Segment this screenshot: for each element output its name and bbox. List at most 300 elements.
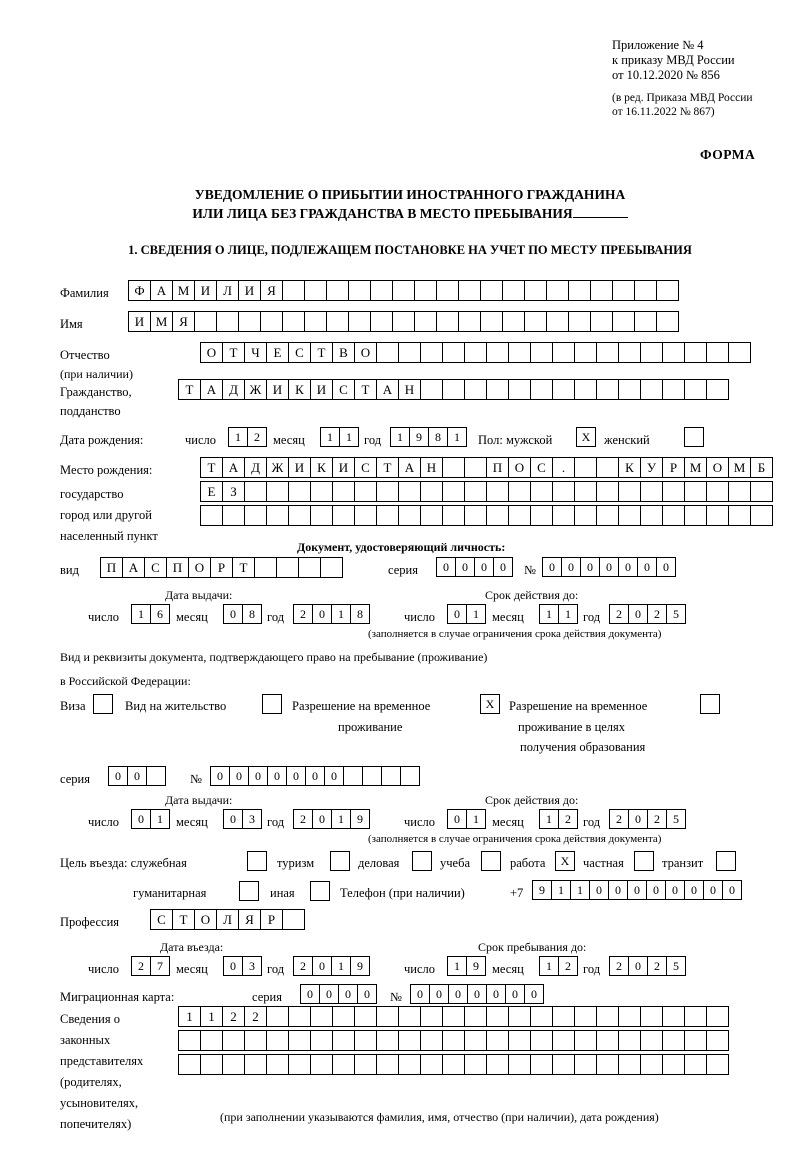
cell[interactable] (392, 280, 415, 301)
cell[interactable] (310, 505, 333, 526)
field-birth-year[interactable] (390, 427, 466, 447)
cell[interactable] (662, 342, 685, 363)
cell[interactable]: З (222, 481, 245, 502)
cell[interactable] (640, 1006, 663, 1027)
checkbox-purpose-official[interactable] (247, 851, 267, 871)
field-permit-number[interactable] (210, 766, 419, 786)
cell[interactable]: С (354, 457, 377, 478)
cell[interactable] (508, 1006, 531, 1027)
cell[interactable] (442, 1030, 465, 1051)
cell[interactable]: 9 (350, 809, 370, 829)
cell[interactable]: С (288, 342, 311, 363)
cell[interactable] (442, 379, 465, 400)
cell[interactable]: Я (172, 311, 195, 332)
cell[interactable] (200, 1054, 223, 1075)
cell[interactable] (684, 1006, 707, 1027)
cell[interactable]: 2 (247, 427, 267, 447)
cell[interactable] (590, 280, 613, 301)
cell[interactable]: М (728, 457, 751, 478)
cell[interactable]: Р (662, 457, 685, 478)
cell[interactable] (332, 1006, 355, 1027)
cell[interactable]: 0 (627, 880, 647, 900)
cell[interactable] (414, 311, 437, 332)
cell[interactable] (222, 1054, 245, 1075)
cell[interactable] (304, 280, 327, 301)
field-birthplace-city[interactable] (200, 481, 772, 502)
cell[interactable] (530, 379, 553, 400)
cell[interactable]: 2 (558, 956, 578, 976)
cell[interactable] (288, 1006, 311, 1027)
cell[interactable] (508, 379, 531, 400)
cell[interactable] (552, 1030, 575, 1051)
cell[interactable] (282, 909, 305, 930)
cell[interactable]: Н (398, 379, 421, 400)
cell[interactable]: О (194, 909, 217, 930)
cell[interactable]: 0 (319, 984, 339, 1004)
cell[interactable] (376, 481, 399, 502)
cell[interactable] (266, 1006, 289, 1027)
cell[interactable] (640, 379, 663, 400)
cell[interactable]: О (200, 342, 223, 363)
cell[interactable]: 1 (539, 604, 559, 624)
cell[interactable] (706, 379, 729, 400)
cell[interactable] (508, 481, 531, 502)
cell[interactable] (574, 1030, 597, 1051)
cell[interactable]: 7 (150, 956, 170, 976)
field-permit-issue-month[interactable] (223, 809, 261, 829)
cell[interactable] (530, 1006, 553, 1027)
cell[interactable] (222, 505, 245, 526)
cell[interactable]: 0 (618, 557, 638, 577)
cell[interactable] (370, 280, 393, 301)
cell[interactable]: С (530, 457, 553, 478)
cell[interactable]: И (238, 280, 261, 301)
field-permit-issue-year[interactable] (293, 809, 369, 829)
cell[interactable]: 1 (447, 427, 467, 447)
cell[interactable]: Д (222, 379, 245, 400)
field-stay-year[interactable] (609, 956, 685, 976)
cell[interactable] (266, 1030, 289, 1051)
cell[interactable] (552, 1054, 575, 1075)
cell[interactable] (486, 1054, 509, 1075)
cell[interactable] (420, 1030, 443, 1051)
cell[interactable]: А (398, 457, 421, 478)
cell[interactable] (282, 280, 305, 301)
cell[interactable]: И (288, 457, 311, 478)
cell[interactable]: 1 (466, 604, 486, 624)
cell[interactable] (618, 342, 641, 363)
cell[interactable]: 1 (131, 604, 151, 624)
cell[interactable]: 8 (428, 427, 448, 447)
cell[interactable] (354, 481, 377, 502)
cell[interactable] (524, 311, 547, 332)
cell[interactable] (376, 1030, 399, 1051)
cell[interactable] (200, 505, 223, 526)
cell[interactable] (684, 505, 707, 526)
cell[interactable]: 0 (608, 880, 628, 900)
field-permit-issue-day[interactable] (131, 809, 169, 829)
cell[interactable] (244, 1054, 267, 1075)
cell[interactable] (662, 379, 685, 400)
cell[interactable] (508, 505, 531, 526)
cell[interactable] (458, 311, 481, 332)
cell[interactable] (276, 557, 299, 578)
cell[interactable] (612, 311, 635, 332)
cell[interactable] (464, 1030, 487, 1051)
cell[interactable] (684, 1030, 707, 1051)
checkbox-edu-residence[interactable] (700, 694, 720, 714)
cell[interactable]: 0 (542, 557, 562, 577)
cell[interactable] (398, 342, 421, 363)
cell[interactable]: 1 (558, 604, 578, 624)
cell[interactable]: 1 (466, 809, 486, 829)
cell[interactable] (288, 1054, 311, 1075)
cell[interactable] (596, 457, 619, 478)
field-birth-day[interactable] (228, 427, 266, 447)
field-mcard-series[interactable] (300, 984, 376, 1004)
cell[interactable]: П (166, 557, 189, 578)
cell[interactable]: О (188, 557, 211, 578)
cell[interactable]: 1 (150, 809, 170, 829)
cell[interactable]: 2 (558, 809, 578, 829)
cell[interactable] (310, 1030, 333, 1051)
cell[interactable]: Т (200, 457, 223, 478)
cell[interactable]: 5 (666, 604, 686, 624)
cell[interactable]: 0 (131, 809, 151, 829)
cell[interactable]: М (150, 311, 173, 332)
cell[interactable]: 0 (524, 984, 544, 1004)
field-birthplace-settlement[interactable] (200, 505, 772, 526)
cell[interactable] (618, 505, 641, 526)
cell[interactable] (282, 311, 305, 332)
cell[interactable]: А (122, 557, 145, 578)
cell[interactable]: 1 (539, 809, 559, 829)
cell[interactable] (750, 505, 773, 526)
field-legal-rep-row-2[interactable] (178, 1030, 728, 1051)
cell[interactable]: 0 (665, 880, 685, 900)
field-permit-valid-month[interactable] (539, 809, 577, 829)
cell[interactable] (706, 1030, 729, 1051)
cell[interactable] (618, 379, 641, 400)
cell[interactable] (728, 505, 751, 526)
cell[interactable]: 0 (286, 766, 306, 786)
cell[interactable] (381, 766, 401, 786)
cell[interactable] (640, 505, 663, 526)
cell[interactable] (486, 1006, 509, 1027)
cell[interactable] (376, 342, 399, 363)
cell[interactable]: 0 (486, 984, 506, 1004)
cell[interactable] (728, 481, 751, 502)
cell[interactable] (684, 481, 707, 502)
cell[interactable] (222, 1030, 245, 1051)
cell[interactable] (552, 379, 575, 400)
cell[interactable] (706, 342, 729, 363)
cell[interactable] (596, 505, 619, 526)
cell[interactable] (146, 766, 166, 786)
cell[interactable] (288, 505, 311, 526)
field-phone[interactable] (532, 880, 741, 900)
cell[interactable]: Т (222, 342, 245, 363)
cell[interactable]: 6 (150, 604, 170, 624)
cell[interactable] (530, 481, 553, 502)
cell[interactable] (320, 557, 343, 578)
cell[interactable] (612, 280, 635, 301)
cell[interactable]: М (684, 457, 707, 478)
cell[interactable] (354, 1054, 377, 1075)
checkbox-purpose-humanitarian[interactable] (239, 881, 259, 901)
cell[interactable]: 0 (210, 766, 230, 786)
cell[interactable]: У (640, 457, 663, 478)
cell[interactable]: А (222, 457, 245, 478)
field-patronymic[interactable] (200, 342, 750, 363)
cell[interactable]: 0 (505, 984, 525, 1004)
cell[interactable]: 0 (429, 984, 449, 1004)
cell[interactable]: К (288, 379, 311, 400)
cell[interactable] (398, 505, 421, 526)
cell[interactable] (436, 280, 459, 301)
cell[interactable] (194, 311, 217, 332)
cell[interactable] (640, 342, 663, 363)
cell[interactable]: Т (232, 557, 255, 578)
cell[interactable]: 2 (293, 956, 313, 976)
cell[interactable]: 5 (666, 956, 686, 976)
cell[interactable] (634, 280, 657, 301)
cell[interactable] (574, 457, 597, 478)
checkbox-residence-permit[interactable] (262, 694, 282, 714)
cell[interactable] (508, 1054, 531, 1075)
cell[interactable]: Л (216, 909, 239, 930)
cell[interactable]: Д (244, 457, 267, 478)
cell[interactable]: 0 (628, 956, 648, 976)
cell[interactable]: Б (750, 457, 773, 478)
cell[interactable] (524, 280, 547, 301)
cell[interactable] (480, 311, 503, 332)
checkbox-purpose-study[interactable] (481, 851, 501, 871)
cell[interactable] (656, 280, 679, 301)
cell[interactable] (464, 505, 487, 526)
cell[interactable]: А (376, 379, 399, 400)
cell[interactable]: 0 (637, 557, 657, 577)
cell[interactable]: К (310, 457, 333, 478)
field-name[interactable] (128, 311, 678, 332)
cell[interactable] (362, 766, 382, 786)
cell[interactable] (420, 379, 443, 400)
cell[interactable]: 0 (628, 809, 648, 829)
checkbox-purpose-work[interactable]: Х (555, 851, 575, 871)
cell[interactable] (288, 1030, 311, 1051)
cell[interactable] (442, 505, 465, 526)
cell[interactable] (376, 505, 399, 526)
field-doc-kind[interactable] (100, 557, 342, 578)
cell[interactable] (464, 1054, 487, 1075)
cell[interactable] (442, 1054, 465, 1075)
cell[interactable]: . (552, 457, 575, 478)
cell[interactable] (574, 342, 597, 363)
cell[interactable]: 1 (320, 427, 340, 447)
cell[interactable]: Т (178, 379, 201, 400)
checkbox-purpose-transit[interactable] (716, 851, 736, 871)
cell[interactable]: 2 (293, 809, 313, 829)
cell[interactable] (420, 1006, 443, 1027)
cell[interactable]: 1 (447, 956, 467, 976)
field-legal-rep-row-1[interactable] (178, 1006, 728, 1027)
cell[interactable] (640, 481, 663, 502)
field-stay-month[interactable] (539, 956, 577, 976)
field-legal-rep-row-3[interactable] (178, 1054, 728, 1075)
cell[interactable] (464, 342, 487, 363)
cell[interactable] (398, 1006, 421, 1027)
cell[interactable]: 0 (312, 809, 332, 829)
field-doc-number[interactable] (542, 557, 675, 577)
cell[interactable] (552, 505, 575, 526)
cell[interactable] (640, 1030, 663, 1051)
cell[interactable] (442, 1006, 465, 1027)
cell[interactable] (354, 505, 377, 526)
cell[interactable] (326, 280, 349, 301)
cell[interactable] (420, 1054, 443, 1075)
cell[interactable] (343, 766, 363, 786)
cell[interactable] (618, 1006, 641, 1027)
cell[interactable]: 0 (300, 984, 320, 1004)
field-doc-valid-month[interactable] (539, 604, 577, 624)
cell[interactable] (260, 311, 283, 332)
cell[interactable] (618, 481, 641, 502)
field-doc-issue-day[interactable] (131, 604, 169, 624)
cell[interactable]: 0 (324, 766, 344, 786)
cell[interactable] (414, 280, 437, 301)
cell[interactable]: 0 (229, 766, 249, 786)
cell[interactable]: Т (354, 379, 377, 400)
cell[interactable]: 3 (242, 809, 262, 829)
cell[interactable]: С (144, 557, 167, 578)
cell[interactable] (304, 311, 327, 332)
cell[interactable] (618, 1054, 641, 1075)
cell[interactable] (684, 1054, 707, 1075)
cell[interactable] (486, 1030, 509, 1051)
cell[interactable] (530, 505, 553, 526)
cell[interactable] (326, 311, 349, 332)
cell[interactable] (574, 505, 597, 526)
cell[interactable] (574, 1054, 597, 1075)
cell[interactable] (750, 481, 773, 502)
cell[interactable] (254, 557, 277, 578)
cell[interactable]: 0 (599, 557, 619, 577)
cell[interactable] (596, 1006, 619, 1027)
cell[interactable]: И (194, 280, 217, 301)
cell[interactable]: 2 (609, 809, 629, 829)
cell[interactable] (442, 342, 465, 363)
checkbox-purpose-business[interactable] (412, 851, 432, 871)
cell[interactable]: 0 (656, 557, 676, 577)
cell[interactable]: 2 (293, 604, 313, 624)
cell[interactable] (634, 311, 657, 332)
cell[interactable]: А (150, 280, 173, 301)
cell[interactable]: 9 (350, 956, 370, 976)
checkbox-purpose-private[interactable] (634, 851, 654, 871)
cell[interactable] (354, 1030, 377, 1051)
cell[interactable] (552, 342, 575, 363)
cell[interactable] (178, 1054, 201, 1075)
cell[interactable] (728, 342, 751, 363)
cell[interactable]: 1 (551, 880, 571, 900)
cell[interactable]: 1 (331, 956, 351, 976)
cell[interactable]: Р (210, 557, 233, 578)
cell[interactable]: 0 (305, 766, 325, 786)
cell[interactable] (216, 311, 239, 332)
cell[interactable]: 9 (466, 956, 486, 976)
cell[interactable]: 0 (338, 984, 358, 1004)
cell[interactable] (310, 1054, 333, 1075)
cell[interactable]: 0 (223, 604, 243, 624)
checkbox-male[interactable]: Х (576, 427, 596, 447)
cell[interactable] (546, 311, 569, 332)
cell[interactable] (530, 342, 553, 363)
cell[interactable]: 2 (609, 956, 629, 976)
cell[interactable]: 1 (539, 956, 559, 976)
cell[interactable]: 1 (331, 604, 351, 624)
cell[interactable] (486, 481, 509, 502)
field-stay-day[interactable] (447, 956, 485, 976)
cell[interactable]: 0 (646, 880, 666, 900)
cell[interactable]: И (310, 379, 333, 400)
cell[interactable] (662, 481, 685, 502)
cell[interactable] (508, 1030, 531, 1051)
cell[interactable] (574, 379, 597, 400)
cell[interactable]: 0 (455, 557, 475, 577)
cell[interactable] (662, 505, 685, 526)
checkbox-purpose-tourism[interactable] (330, 851, 350, 871)
cell[interactable] (656, 311, 679, 332)
cell[interactable] (706, 505, 729, 526)
cell[interactable]: 2 (609, 604, 629, 624)
cell[interactable] (574, 1006, 597, 1027)
cell[interactable]: 0 (267, 766, 287, 786)
cell[interactable] (266, 481, 289, 502)
cell[interactable]: 1 (228, 427, 248, 447)
cell[interactable]: 0 (493, 557, 513, 577)
field-entry-day[interactable] (131, 956, 169, 976)
cell[interactable] (546, 280, 569, 301)
cell[interactable] (568, 280, 591, 301)
cell[interactable] (238, 311, 261, 332)
cell[interactable]: 9 (409, 427, 429, 447)
cell[interactable] (596, 379, 619, 400)
cell[interactable]: 0 (223, 809, 243, 829)
cell[interactable]: 2 (647, 604, 667, 624)
cell[interactable]: 2 (222, 1006, 245, 1027)
cell[interactable]: 1 (200, 1006, 223, 1027)
cell[interactable] (464, 1006, 487, 1027)
cell[interactable] (310, 481, 333, 502)
cell[interactable] (398, 1030, 421, 1051)
cell[interactable] (486, 379, 509, 400)
cell[interactable]: 0 (722, 880, 742, 900)
cell[interactable]: В (332, 342, 355, 363)
cell[interactable] (420, 505, 443, 526)
cell[interactable] (442, 457, 465, 478)
cell[interactable]: П (486, 457, 509, 478)
cell[interactable]: 0 (467, 984, 487, 1004)
cell[interactable]: 2 (131, 956, 151, 976)
cell[interactable] (706, 1054, 729, 1075)
cell[interactable] (662, 1054, 685, 1075)
cell[interactable] (436, 311, 459, 332)
cell[interactable]: 0 (580, 557, 600, 577)
cell[interactable] (530, 1030, 553, 1051)
cell[interactable] (348, 280, 371, 301)
field-citizenship[interactable] (178, 379, 728, 400)
cell[interactable] (706, 481, 729, 502)
